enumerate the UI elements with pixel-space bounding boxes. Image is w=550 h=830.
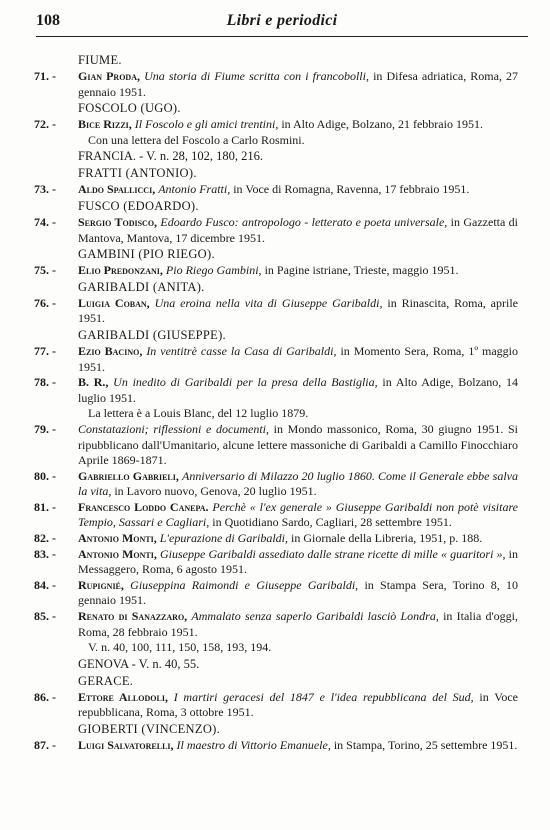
section-heading: FUSCO (EDOARDO).	[78, 198, 199, 213]
entry-publication: in Giornale della Libreria, 1951, p. 188.	[291, 531, 483, 546]
entry-author: Antonio Monti,	[78, 546, 157, 561]
entry-title: Anniversario di Milazzo 20 luglio 1860. Come il Generale ebbe salva la vita,	[78, 468, 518, 499]
bibliography-entry	[34, 531, 518, 547]
page-header	[36, 10, 528, 37]
entry-title: Giuseppina Raimondi e Giuseppe Garibaldi,	[130, 577, 359, 592]
section-heading: GERACE.	[78, 673, 134, 688]
entry-body	[78, 263, 518, 279]
entry-author: Gian Proda,	[78, 69, 140, 83]
entry-title: Constatazioni; riflessioni e documenti,	[78, 421, 269, 436]
entry-number: 79. -	[34, 421, 56, 436]
entry-author: Ezio Bacino,	[78, 343, 143, 358]
entry-author: Bice Rizzi,	[78, 117, 132, 132]
entry-publication: in Stampa, Torino, 25 settembre 1951.	[333, 738, 518, 752]
entry-publication: in Voce repubblicana, Roma, 3 ottobre 1951.	[78, 689, 519, 720]
bibliography-entry	[34, 609, 518, 640]
entry-publication: in Alto Adige, Bolzano, 21 febbraio 1951.	[281, 117, 483, 132]
bibliography-entry	[34, 690, 518, 721]
bibliography-entry	[34, 344, 518, 375]
entry-number: 84. -	[34, 577, 56, 592]
cross-reference: GENOVA - V. n. 40, 55.	[78, 656, 200, 671]
entry-number: 83. -	[34, 546, 56, 561]
entry-author: Renato di Sanazzaro,	[78, 609, 188, 624]
entry-publication: in Lavoro nuovo, Genova, 20 luglio 1951.	[114, 484, 317, 499]
bibliography-list	[34, 52, 518, 754]
entry-body	[78, 375, 518, 406]
entry-author: B. R.,	[78, 375, 109, 390]
entry-title: Un inedito di Garibaldi per la presa della Bastiglia,	[113, 375, 378, 390]
entry-body	[78, 531, 518, 547]
entry-title: Una storia di Fiume scritta con i francobolli,	[144, 69, 369, 83]
entry-number: 71. -	[34, 69, 56, 83]
entry-publication: in Stampa Sera, Torino 8, 10 gennaio 1951.	[78, 577, 519, 608]
bibliography-entry	[34, 263, 518, 279]
section-heading: FOSCOLO (UGO).	[78, 101, 181, 116]
bibliography-entry	[34, 469, 518, 500]
entry-title: Una eroina nella vita di Giuseppe Garibaldi,	[154, 295, 383, 310]
entry-number: 74. -	[34, 214, 56, 229]
entry-title: Il Foscolo e gli amici trentini,	[134, 117, 279, 132]
page-number: 108	[36, 12, 60, 29]
bibliography-entry	[34, 69, 518, 100]
entry-body	[78, 690, 518, 721]
entry-note: Con una lettera del Foscolo a Carlo Rosmini.	[88, 132, 305, 147]
section-heading: GARIBALDI (GIUSEPPE).	[78, 327, 226, 342]
entry-title: Perchè « l'ex generale » Giuseppe Garibaldi non potè visitare Tempio, Sassari e Cagliari,	[78, 499, 519, 530]
entry-publication: in Messaggero, Roma, 6 agosto 1951.	[78, 546, 519, 577]
entry-author: Aldo Spallicci,	[78, 182, 156, 197]
bibliography-entry	[34, 738, 518, 754]
entry-body	[78, 738, 518, 754]
entry-number: 77. -	[34, 343, 56, 358]
entry-publication: in Momento Sera, Roma, 1º maggio 1951.	[78, 343, 519, 374]
section-heading: FRATTI (ANTONIO).	[78, 166, 197, 181]
entry-number: 76. -	[34, 295, 56, 310]
entry-number: 82. -	[34, 531, 56, 546]
entry-title: Edoardo Fusco: antropologo - letterato e poeta universale,	[160, 214, 448, 229]
entry-author: Francesco Loddo Canepa.	[78, 499, 209, 514]
entry-body	[78, 69, 518, 100]
bibliography-entry	[34, 117, 518, 133]
entry-body	[78, 215, 518, 246]
section-heading: GIOBERTI (VINCENZO).	[78, 722, 221, 736]
section-heading: GARIBALDI (ANITA).	[78, 279, 205, 294]
entry-number: 85. -	[34, 609, 56, 624]
entry-number: 72. -	[34, 117, 56, 132]
entry-body	[78, 500, 518, 531]
cross-reference: FRANCIA. - V. n. 28, 102, 180, 216.	[78, 149, 263, 164]
entry-body	[78, 578, 518, 609]
entry-body	[78, 344, 518, 375]
entry-author: Rupignié,	[78, 577, 124, 592]
section-heading: GAMBINI (PIO RIEGO).	[78, 247, 215, 262]
entry-author: Ettore Allodoli,	[78, 689, 168, 704]
entry-author: Antonio Monti,	[78, 531, 157, 546]
entry-body	[78, 117, 518, 133]
bibliography-entry	[34, 182, 518, 198]
running-title: Libri e periodici	[226, 12, 338, 29]
entry-publication: in Gazzetta di Mantova, Mantova, 17 dicembre 1951.	[78, 214, 519, 245]
entry-author: Elio Predonzani,	[78, 263, 163, 278]
bibliography-entry	[34, 422, 518, 469]
entry-author: Gabriello Gabrieli,	[78, 468, 179, 483]
entry-title: In ventitrè casse la Casa di Garibaldi,	[146, 343, 337, 358]
bibliography-entry	[34, 375, 518, 406]
entry-number: 81. -	[34, 499, 56, 514]
entry-publication: in Pagine istriane, Trieste, maggio 1951.	[264, 263, 459, 278]
entry-author: Sergio Todisco,	[78, 214, 158, 229]
bibliography-entry	[34, 296, 518, 327]
entry-number: 73. -	[34, 182, 56, 197]
entry-title: Ammalato senza saperlo Garibaldi lasciò Londra,	[191, 609, 439, 624]
entry-author: Luigi Salvatorelli,	[78, 738, 174, 752]
entry-number: 80. -	[34, 468, 56, 483]
entry-publication: in Quotidiano Sardo, Cagliari, 28 settembre 1951.	[212, 515, 452, 530]
entry-body	[78, 182, 518, 198]
entry-publication: in Rinascita, Roma, aprile 1951.	[78, 295, 518, 326]
entry-author: Luigia Coban,	[78, 295, 150, 310]
entry-note: V. n. 40, 100, 111, 150, 158, 193, 194.	[88, 640, 272, 655]
entry-publication: in Difesa adriatica, Roma, 27 gennaio 1951.	[78, 69, 519, 99]
entry-title: Antonio Fratti,	[158, 182, 231, 197]
entry-title: Il maestro di Vittorio Emanuele,	[176, 738, 331, 752]
bibliography-entry	[34, 547, 518, 578]
entry-publication: in Voce di Romagna, Ravenna, 17 febbraio 1951.	[233, 182, 470, 197]
bibliography-entry	[34, 500, 518, 531]
entry-note: La lettera è a Louis Blanc, del 12 luglio 1879.	[88, 406, 309, 421]
entry-body	[78, 469, 518, 500]
entry-body	[78, 296, 518, 327]
entry-number: 75. -	[34, 263, 56, 278]
bibliography-entry	[34, 215, 518, 246]
entry-body	[78, 609, 518, 640]
entry-body	[78, 422, 518, 469]
entry-publication: in Italia d'oggi, Roma, 28 febbraio 1951.	[78, 609, 519, 639]
entry-number: 86. -	[34, 689, 56, 704]
entry-publication: in Mondo massonico, Roma, 30 giugno 1951. Si ripubblicano dall'Umanitario, alcune lettere massoniche di Garibaldi a Camillo Finocchiaro Aprile 1869-1871.	[78, 421, 519, 468]
entry-number: 78. -	[34, 375, 56, 390]
entry-number: 87. -	[34, 738, 56, 752]
entry-title: Giuseppe Garibaldi assediato dalle strane ricette di mille « guaritori »,	[160, 546, 506, 561]
entry-publication: in Alto Adige, Bolzano, 14 luglio 1951.	[78, 375, 519, 405]
section-heading: FIUME.	[78, 53, 122, 67]
entry-title: L'epurazione di Garibaldi,	[159, 531, 288, 546]
entry-title: I martiri geracesi del 1847 e l'idea repubblicana del Sud,	[173, 689, 474, 704]
bibliography-entry	[34, 578, 518, 609]
entry-body	[78, 547, 518, 578]
entry-title: Pio Riego Gambini,	[165, 263, 262, 278]
